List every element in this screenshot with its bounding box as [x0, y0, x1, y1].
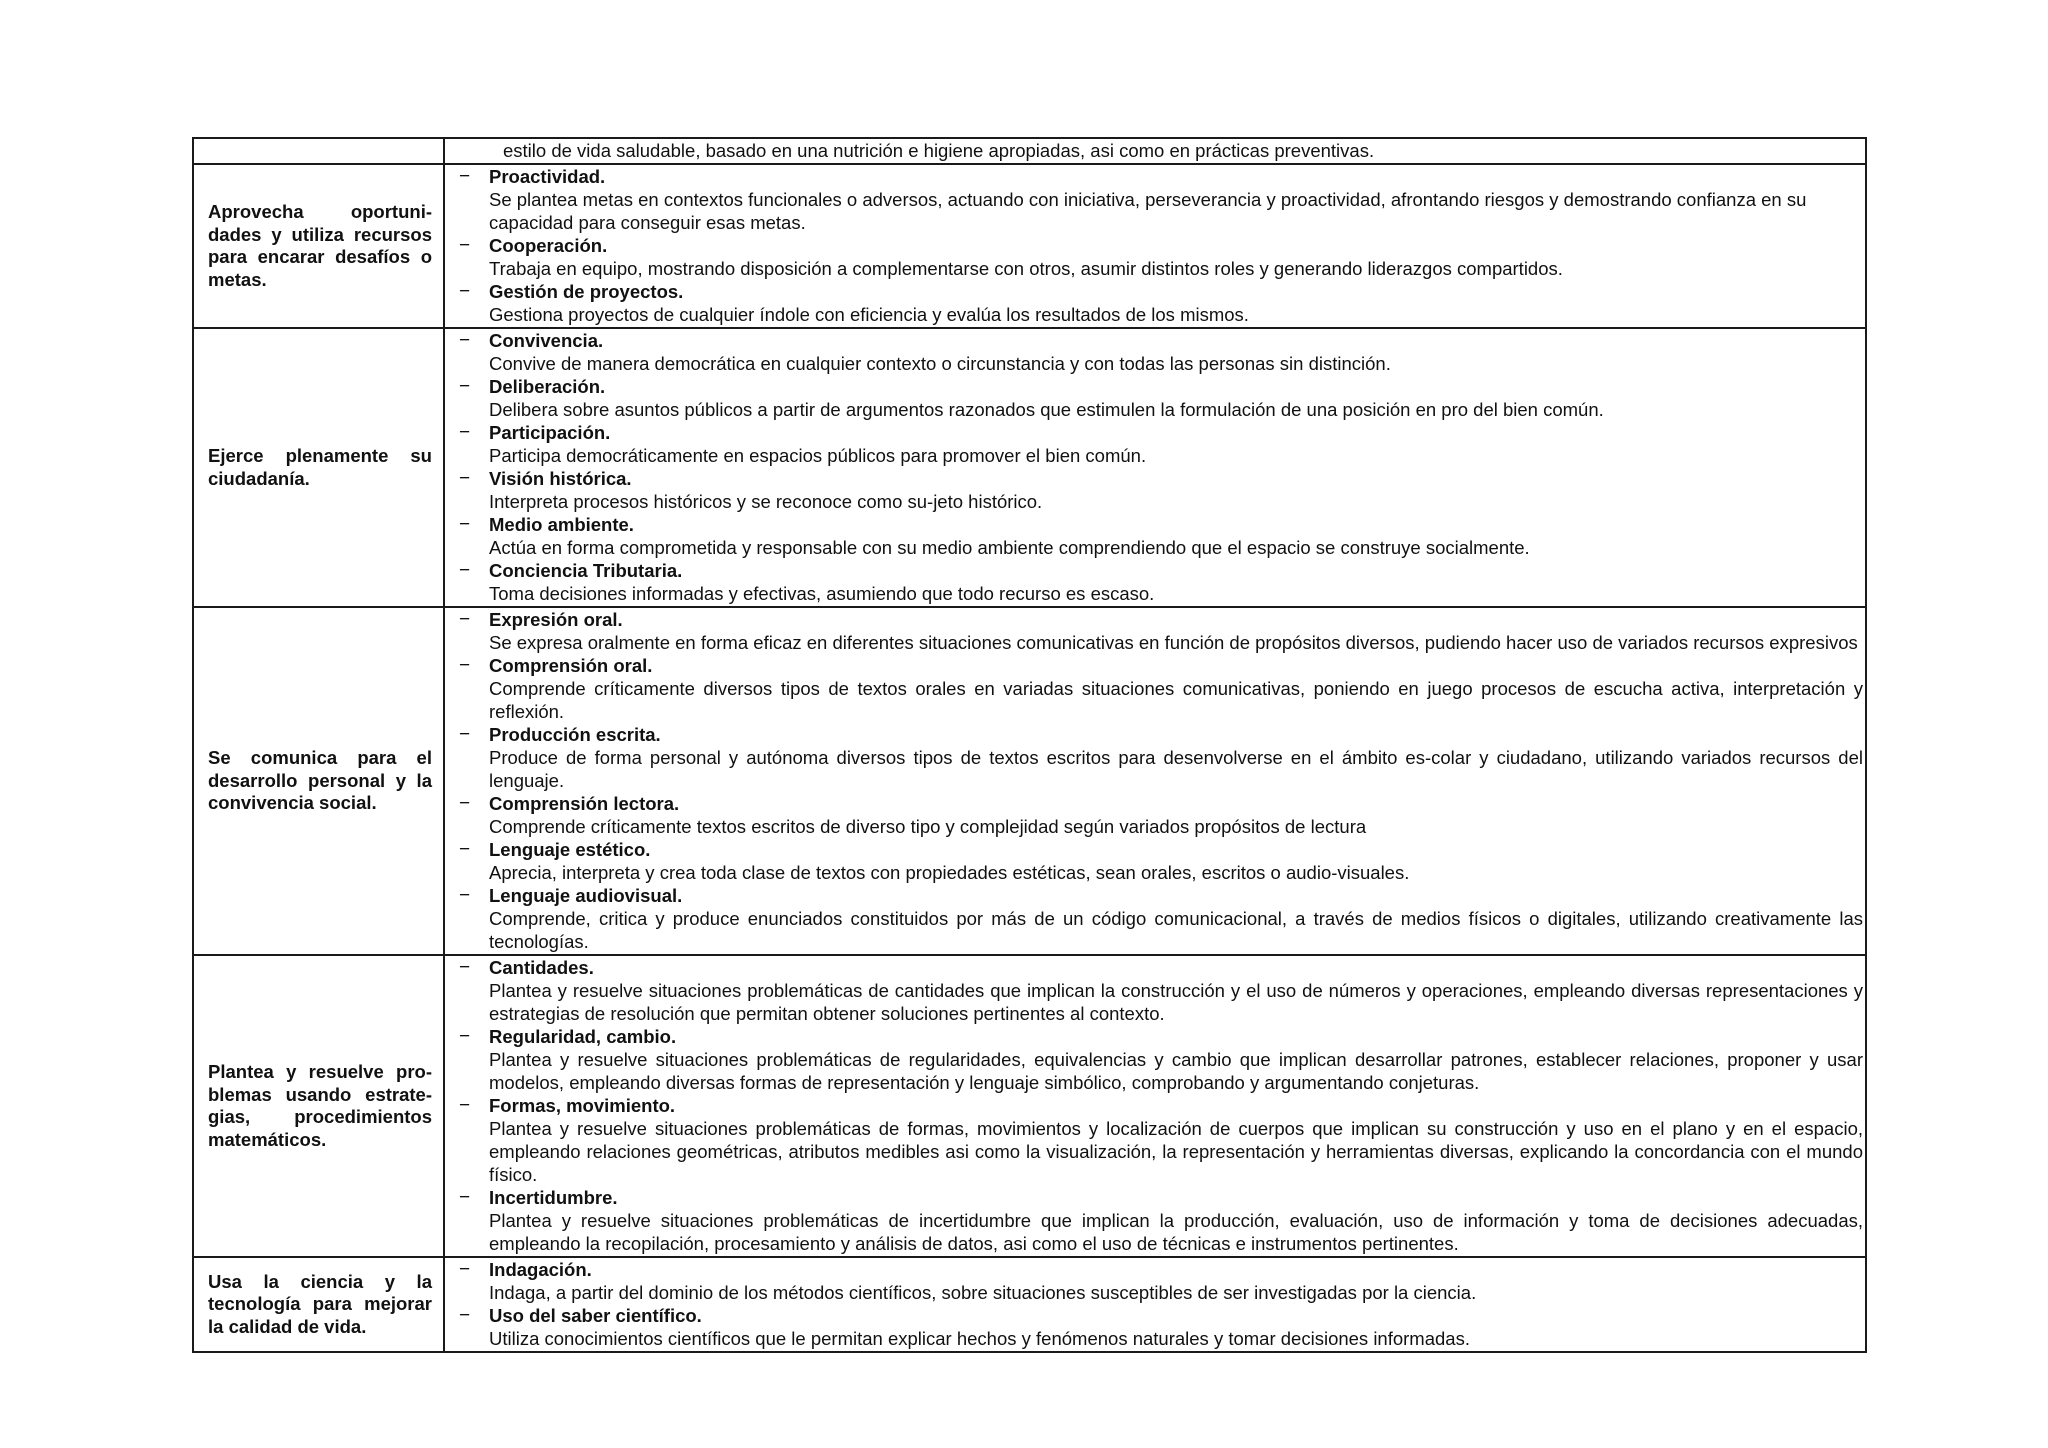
- capacidad-item: [459, 1186, 1863, 1255]
- dash-bullet-icon: −: [459, 330, 471, 351]
- continuation-text: estilo de vida saludable, basado en una nutrición e higiene apropiadas, asi como en prácticas preventivas.: [503, 140, 1375, 161]
- capacidad-title: Regularidad, cambio.: [489, 1026, 677, 1047]
- capacidad-item: [459, 1094, 1863, 1186]
- capacidad-body: [489, 1025, 1863, 1094]
- capacidad-title: Producción escrita.: [489, 724, 661, 745]
- table-row: [193, 1257, 1866, 1352]
- dash-bullet-icon: −: [459, 609, 471, 630]
- capacidad-item: [459, 467, 1863, 513]
- dash-bullet-icon: −: [459, 655, 471, 676]
- capacidad-item: [459, 956, 1863, 1025]
- capacidad-title: Deliberación.: [489, 376, 606, 397]
- competencia-cell: [193, 955, 444, 1257]
- capacidad-title: Lenguaje audiovisual.: [489, 885, 683, 906]
- dash-bullet-icon: −: [459, 1259, 471, 1280]
- capacidad-title: Conciencia Tributaria.: [489, 560, 683, 581]
- capacidad-title: Proactividad.: [489, 166, 606, 187]
- dash-bullet-icon: −: [459, 235, 471, 256]
- capacidad-description: Produce de forma personal y autónoma diversos tipos de textos escritos para desenvolverse en el ámbito es-colar y ciudadano, utilizando variados recursos del lenguaje.: [489, 747, 1863, 791]
- capacidad-body: [489, 513, 1863, 559]
- capacidades-cell: [444, 1257, 1866, 1352]
- capacidad-title: Convivencia.: [489, 330, 604, 351]
- capacidad-item: [459, 375, 1863, 421]
- dash-bullet-icon: −: [459, 1187, 471, 1208]
- capacidad-body: [489, 375, 1863, 421]
- capacidad-body: [489, 421, 1863, 467]
- capacidad-body: [489, 838, 1863, 884]
- capacidad-body: [489, 723, 1863, 792]
- capacidad-item: [459, 1025, 1863, 1094]
- competencia-cell: [193, 1257, 444, 1352]
- capacidad-description: Indaga, a partir del dominio de los métodos científicos, sobre situaciones susceptibles de ser investigadas por la ciencia.: [489, 1282, 1477, 1303]
- competencia-cell: [193, 607, 444, 955]
- dash-bullet-icon: −: [459, 560, 471, 581]
- capacidad-description: Toma decisiones informadas y efectivas, asumiendo que todo recurso es escaso.: [489, 583, 1155, 604]
- capacidad-title: Medio ambiente.: [489, 514, 634, 535]
- table-row: [193, 138, 1866, 164]
- dash-bullet-icon: −: [459, 724, 471, 745]
- competencia-name: Aprovecha oportuni-dades y utiliza recursos para encarar desafíos o metas.: [208, 201, 432, 290]
- capacidad-body: [489, 654, 1863, 723]
- capacidad-item: [459, 1304, 1863, 1350]
- capacidad-description: Plantea y resuelve situaciones problemáticas de regularidades, equivalencias y cambio que implican desarrollar patrones, establecer relaciones, proponer y usar modelos, empleando diversas formas de representación y lenguaje simbólico, comprobando y argumentando conjeturas.: [489, 1049, 1863, 1093]
- dash-bullet-icon: −: [459, 422, 471, 443]
- competencia-name: Usa la ciencia y la tecnología para mejorar la calidad de vida.: [208, 1270, 432, 1337]
- dash-bullet-icon: −: [459, 1095, 471, 1116]
- capacidad-title: Incertidumbre.: [489, 1187, 618, 1208]
- capacidad-title: Cantidades.: [489, 957, 594, 978]
- dash-bullet-icon: −: [459, 514, 471, 535]
- capacidad-description: Aprecia, interpreta y crea toda clase de textos con propiedades estéticas, sean orales, escritos o audio-visuales.: [489, 862, 1410, 883]
- capacidad-title: Gestión de proyectos.: [489, 281, 684, 302]
- capacidad-title: Uso del saber científico.: [489, 1305, 702, 1326]
- capacidad-item: [459, 559, 1863, 605]
- dash-bullet-icon: −: [459, 281, 471, 302]
- table-row: [193, 328, 1866, 607]
- table-body: [193, 138, 1866, 1352]
- capacidad-description: Comprende críticamente textos escritos de diverso tipo y complejidad según variados propósitos de lectura: [489, 816, 1367, 837]
- capacidad-body: [489, 1304, 1863, 1350]
- capacidad-description: Utiliza conocimientos científicos que le permitan explicar hechos y fenómenos naturales y tomar decisiones informadas.: [489, 1328, 1470, 1349]
- capacidad-body: [489, 1094, 1863, 1186]
- capacidad-title: Visión histórica.: [489, 468, 632, 489]
- capacidades-cell: [444, 955, 1866, 1257]
- capacidad-description: Comprende críticamente diversos tipos de textos orales en variadas situaciones comunicativas, poniendo en juego procesos de escucha activa, interpretación y reflexión.: [489, 678, 1863, 722]
- capacidad-title: Formas, movimiento.: [489, 1095, 676, 1116]
- capacidad-description: Trabaja en equipo, mostrando disposición a complementarse con otros, asumir distintos roles y generando liderazgos compartidos.: [489, 258, 1563, 279]
- capacidad-body: [489, 467, 1863, 513]
- capacidad-title: Comprensión lectora.: [489, 793, 680, 814]
- competencias-table: [192, 137, 1867, 1353]
- capacidad-description: Convive de manera democrática en cualquier contexto o circunstancia y con todas las personas sin distinción.: [489, 353, 1391, 374]
- competencia-name: Plantea y resuelve pro- blemas usando estrate- gias, procedimientos matemáticos.: [208, 1061, 432, 1150]
- capacidad-title: Cooperación.: [489, 235, 608, 256]
- capacidad-item: [459, 513, 1863, 559]
- dash-bullet-icon: −: [459, 839, 471, 860]
- dash-bullet-icon: −: [459, 885, 471, 906]
- dash-bullet-icon: −: [459, 1026, 471, 1047]
- table-row: [193, 164, 1866, 328]
- table-row: [193, 955, 1866, 1257]
- competencia-name: Se comunica para el desarrollo personal y la convivencia social.: [208, 747, 432, 814]
- capacidad-description: Se expresa oralmente en forma eficaz en diferentes situaciones comunicativas en función de propósitos diversos, pudiendo hacer uso de variados recursos expresivos: [489, 632, 1858, 653]
- capacidad-body: [489, 608, 1863, 654]
- capacidad-body: [489, 1186, 1863, 1255]
- capacidad-description: Delibera sobre asuntos públicos a partir de argumentos razonados que estimulen la formulación de una posición en pro del bien común.: [489, 399, 1604, 420]
- capacidad-description: Actúa en forma comprometida y responsable con su medio ambiente comprendiendo que el espacio se construye socialmente.: [489, 537, 1530, 558]
- capacidad-item: [459, 792, 1863, 838]
- capacidad-title: Participación.: [489, 422, 611, 443]
- capacidad-description: Se plantea metas en contextos funcionales o adversos, actuando con iniciativa, perseverancia y proactividad, afrontando riesgos y demostrando confianza en su capacidad para conseguir esas metas.: [489, 189, 1807, 233]
- capacidades-cell: [444, 138, 1866, 164]
- capacidad-item: [459, 421, 1863, 467]
- capacidad-title: Lenguaje estético.: [489, 839, 651, 860]
- capacidad-item: [459, 654, 1863, 723]
- competencia-name: Ejerce plenamente su ciudadanía.: [208, 445, 432, 489]
- capacidades-cell: [444, 607, 1866, 955]
- dash-bullet-icon: −: [459, 1305, 471, 1326]
- capacidad-body: [489, 280, 1863, 326]
- dash-bullet-icon: −: [459, 468, 471, 489]
- capacidad-body: [489, 165, 1863, 234]
- dash-bullet-icon: −: [459, 376, 471, 397]
- capacidad-body: [489, 329, 1863, 375]
- capacidad-title: Expresión oral.: [489, 609, 623, 630]
- capacidades-cell: [444, 328, 1866, 607]
- capacidad-description: Interpreta procesos históricos y se reconoce como su-jeto histórico.: [489, 491, 1043, 512]
- capacidades-cell: [444, 164, 1866, 328]
- dash-bullet-icon: −: [459, 957, 471, 978]
- competencia-cell: [193, 138, 444, 164]
- capacidad-item: [459, 329, 1863, 375]
- dash-bullet-icon: −: [459, 793, 471, 814]
- capacidad-body: [489, 884, 1863, 953]
- capacidad-item: [459, 1258, 1863, 1304]
- capacidad-title: Indagación.: [489, 1259, 592, 1280]
- competencia-cell: [193, 328, 444, 607]
- capacidad-body: [489, 792, 1863, 838]
- capacidad-body: [489, 559, 1863, 605]
- capacidad-description: Plantea y resuelve situaciones problemáticas de formas, movimientos y localización de cuerpos que implican su construcción y uso en el plano y en el espacio, empleando relaciones geométricas, atributos medibles asi como la visualización, la representación y herramientas diversas, explicando la concordancia con el mundo físico.: [489, 1118, 1863, 1185]
- capacidad-title: Comprensión oral.: [489, 655, 653, 676]
- table-row: [193, 607, 1866, 955]
- capacidad-description: Gestiona proyectos de cualquier índole con eficiencia y evalúa los resultados de los mismos.: [489, 304, 1249, 325]
- capacidad-description: Plantea y resuelve situaciones problemáticas de incertidumbre que implican la producción, evaluación, uso de información y toma de decisiones adecuadas, empleando la recopilación, procesamiento y análisis de datos, asi como el uso de técnicas e instrumentos pertinentes.: [489, 1210, 1863, 1254]
- capacidad-item: [459, 838, 1863, 884]
- dash-bullet-icon: −: [459, 166, 471, 187]
- capacidad-item: [459, 608, 1863, 654]
- competencia-cell: [193, 164, 444, 328]
- capacidad-item: [459, 280, 1863, 326]
- capacidad-item: [459, 884, 1863, 953]
- capacidad-item: [459, 165, 1863, 234]
- capacidad-description: Comprende, critica y produce enunciados constituidos por más de un código comunicacional, a través de medios físicos o digitales, utilizando creativamente las tecnologías.: [489, 908, 1863, 952]
- capacidad-description: Participa democráticamente en espacios públicos para promover el bien común.: [489, 445, 1147, 466]
- capacidad-description: Plantea y resuelve situaciones problemáticas de cantidades que implican la construcción y el uso de números y operaciones, empleando diversas representaciones y estrategias de resolución que permitan obtener soluciones pertinentes al contexto.: [489, 980, 1863, 1024]
- capacidad-item: [459, 723, 1863, 792]
- capacidad-body: [489, 234, 1863, 280]
- capacidad-item: [459, 234, 1863, 280]
- capacidad-body: [489, 1258, 1863, 1304]
- capacidad-body: [489, 956, 1863, 1025]
